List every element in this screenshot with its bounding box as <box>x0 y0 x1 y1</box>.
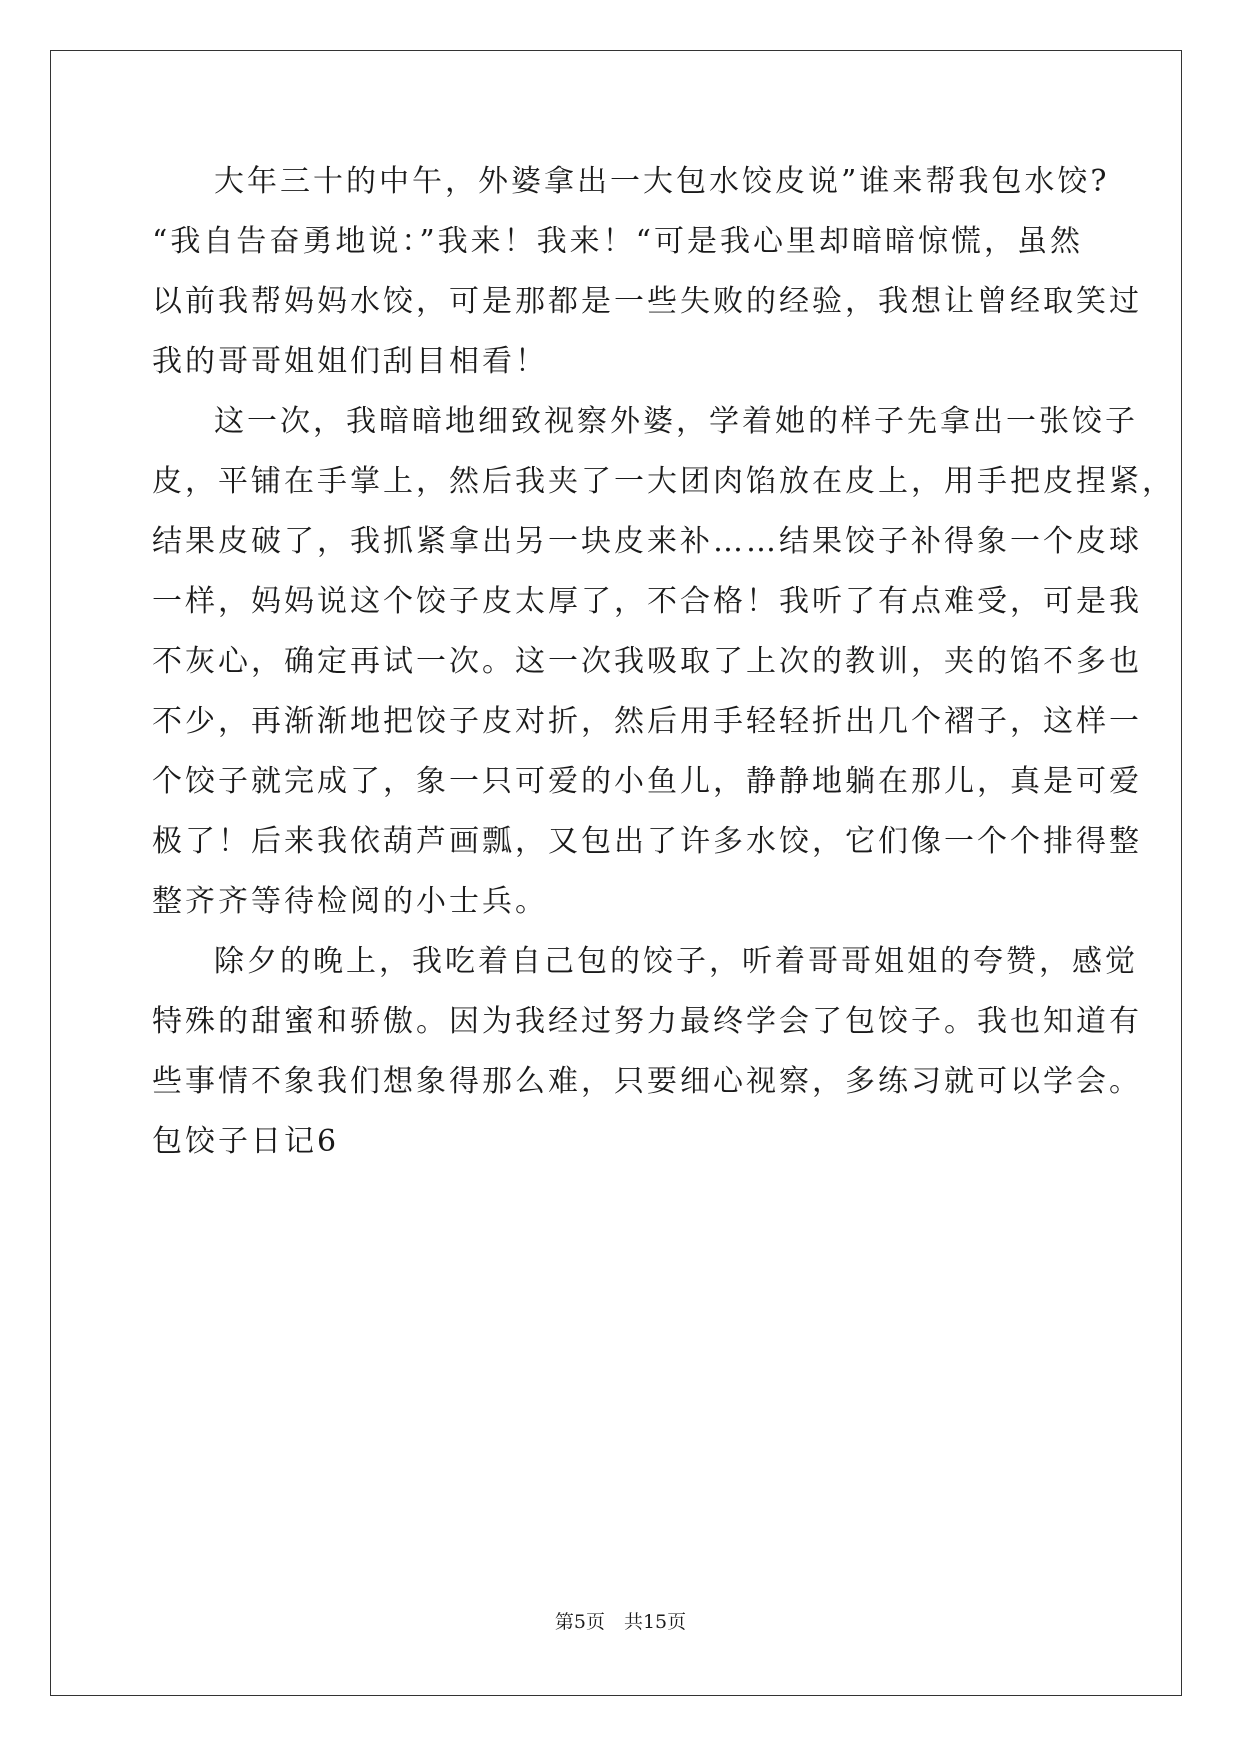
section-heading: 包饺子日记6 <box>152 1124 340 1159</box>
page-footer <box>0 1610 1241 1634</box>
text-line: 不少，再渐渐地把饺子皮对折，然后用手轻轻折出几个褶子，这样一 <box>152 704 1142 739</box>
text-line: 特殊的甜蜜和骄傲。因为我经过努力最终学会了包饺子。我也知道有 <box>152 1004 1142 1039</box>
text-line: 不灰心，确定再试一次。这一次我吸取了上次的教训，夹的馅不多也 <box>152 644 1142 679</box>
text-line: 一样，妈妈说这个饺子皮太厚了，不合格！我听了有点难受，可是我 <box>152 584 1142 619</box>
text-line: “我自告奋勇地说：”我来！我来！“可是我心里却暗暗惊慌，虽然 <box>152 224 1084 259</box>
paragraph-1 <box>152 152 1142 392</box>
text-line: 个饺子就完成了，象一只可爱的小鱼儿，静静地躺在那儿，真是可爱 <box>152 764 1142 799</box>
text-line: 结果皮破了，我抓紧拿出另一块皮来补……结果饺子补得象一个皮球 <box>152 524 1142 559</box>
paragraph-3 <box>152 932 1142 1112</box>
paragraph-2 <box>152 392 1175 932</box>
section-heading-block <box>152 1112 1092 1172</box>
text-line: 这一次，我暗暗地细致视察外婆，学着她的样子先拿出一张饺子 <box>214 404 1138 439</box>
text-line: 除夕的晚上，我吃着自己包的饺子，听着哥哥姐姐的夸赞，感觉 <box>214 944 1138 979</box>
text-line: 我的哥哥姐姐们刮目相看！ <box>152 344 548 379</box>
page-number: 第5页 共15页 <box>554 1611 687 1633</box>
text-line: 皮，平铺在手掌上，然后我夹了一大团肉馅放在皮上，用手把皮捏紧， <box>152 464 1175 499</box>
text-line: 极了！后来我依葫芦画瓢，又包出了许多水饺，它们像一个个排得整 <box>152 824 1142 859</box>
text-line: 大年三十的中午，外婆拿出一大包水饺皮说”谁来帮我包水饺? <box>214 164 1110 199</box>
text-line: 整齐齐等待检阅的小士兵。 <box>152 884 548 919</box>
text-line: 以前我帮妈妈水饺，可是那都是一些失败的经验，我想让曾经取笑过 <box>152 284 1142 319</box>
text-line: 些事情不象我们想象得那么难，只要细心视察，多练习就可以学会。 <box>152 1064 1142 1099</box>
document-body <box>152 152 1175 1172</box>
